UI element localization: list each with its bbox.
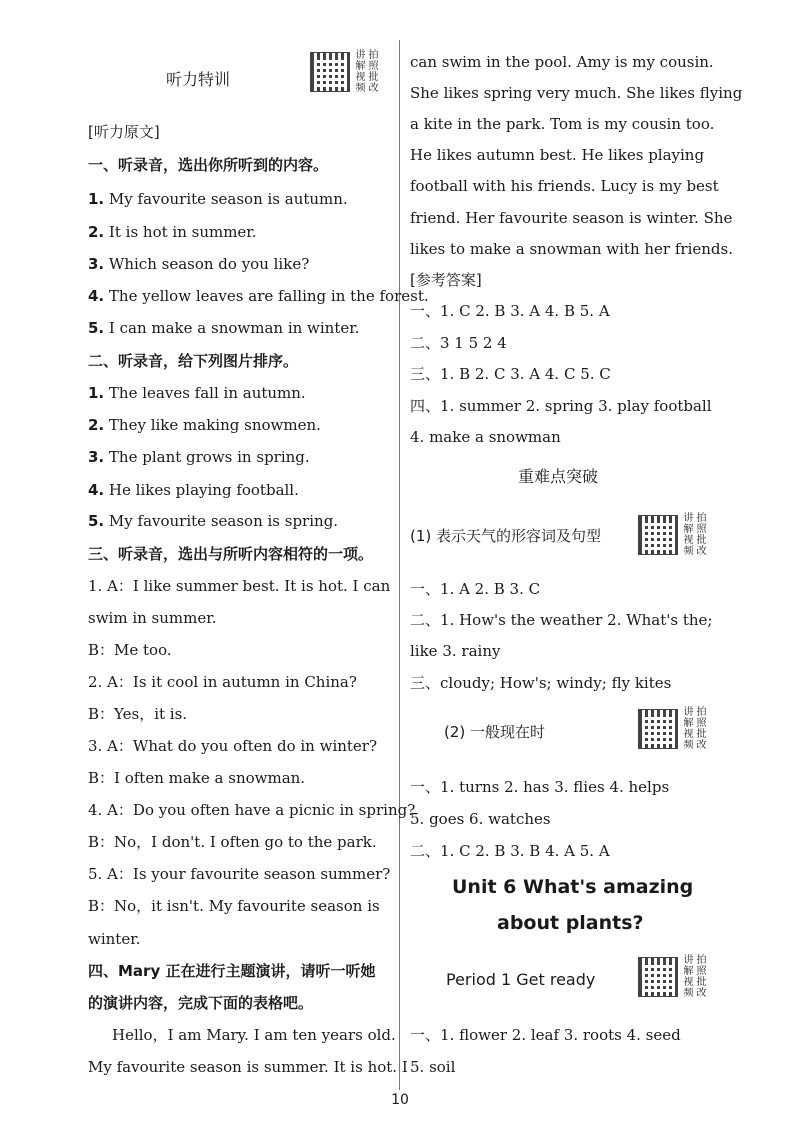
dialog-line: B：No，I don't. I often go to the park. [88,833,377,851]
dialog-line: 3. A：What do you often do in winter? [88,737,378,755]
qr-code-block[interactable] [638,955,708,999]
s3-heading: 三、听录音，选出与所听内容相符的一项。 [88,545,374,563]
key-points-title: 重难点突破 [518,467,599,486]
qr-code-block[interactable] [638,707,708,751]
original-text-label: [听力原文] [88,123,160,141]
speech-line: Hello，I am Mary. I am ten years old. [112,1026,396,1044]
period-title: Period 1 Get ready [446,970,596,989]
s2-heading: 二、听录音，给下列图片排序。 [88,352,299,370]
answer-line: 一、1. flower 2. leaf 3. roots 4. seed [410,1026,681,1044]
speech-line: a kite in the park. Tom is my cousin too. [410,115,715,133]
qr-labels: 讲 拍 解 照 视 批 频 改 [683,707,707,751]
qr-labels: 讲 拍 解 照 视 批 频 改 [355,50,379,94]
answer-line: 5. goes 6. watches [410,810,551,828]
s4-heading-2: 的演讲内容，完成下面的表格吧。 [88,994,314,1012]
qr-code-icon[interactable] [638,515,678,555]
unit-title-line1: Unit 6 What's amazing [452,876,694,898]
dialog-line: 1. A：I like summer best. It is hot. I can [88,577,391,595]
list-item: 4. He likes playing football. [88,481,299,499]
answer-line: 三、cloudy; How's; windy; fly kites [410,674,672,692]
speech-line: likes to make a snowman with her friends. [410,240,733,258]
dialog-line: 4. A：Do you often have a picnic in spring? [88,801,416,819]
answer-line: 二、1. How's the weather 2. What's the; [410,611,713,629]
list-item: 5. My favourite season is spring. [88,512,339,530]
qr-code-block[interactable] [638,513,708,557]
qr-code-icon[interactable] [638,709,678,749]
qr-code-icon[interactable] [310,52,350,92]
speech-line: He likes autumn best. He likes playing [410,146,705,164]
qr-code-block[interactable] [310,50,380,94]
dialog-line: swim in summer. [88,609,217,627]
answer-line: 二、1. C 2. B 3. B 4. A 5. A [410,842,610,860]
qr-labels: 讲 拍 解 照 视 批 频 改 [683,955,707,999]
list-item: 1. The leaves fall in autumn. [88,384,306,402]
s4-heading-1: 四、Mary 正在进行主题演讲，请听一听她 [88,962,376,980]
answer-line: 二、3 1 5 2 4 [410,334,507,352]
dialog-line: B：No，it isn't. My favourite season is [88,897,380,915]
qr-labels: 讲 拍 解 照 视 批 频 改 [683,513,707,557]
dialog-line: B：Yes，it is. [88,705,188,723]
answer-line: 5. soil [410,1058,456,1076]
list-item: 2. They like making snowmen. [88,416,321,434]
answer-line: like 3. rainy [410,642,501,660]
list-item: 3. Which season do you like? [88,255,310,273]
answer-line: 一、1. A 2. B 3. C [410,580,541,598]
kp2-title: (2) 一般现在时 [444,723,546,741]
list-item: 4. The yellow leaves are falling in the forest. [88,287,429,305]
list-item: 1. My favourite season is autumn. [88,190,348,208]
dialog-line: 2. A：Is it cool in autumn in China? [88,673,357,691]
qr-code-icon[interactable] [638,957,678,997]
dialog-line: B：Me too. [88,641,172,659]
speech-line: She likes spring very much. She likes flying [410,84,743,102]
dialog-line: 5. A：Is your favourite season summer? [88,865,391,883]
answer-line: 三、1. B 2. C 3. A 4. C 5. C [410,365,611,383]
answer-line: 四、1. summer 2. spring 3. play football [410,397,712,415]
answer-line: 4. make a snowman [410,428,561,446]
list-item: 3. The plant grows in spring. [88,448,310,466]
s1-heading: 一、听录音，选出你所听到的内容。 [88,156,329,174]
dialog-line: B：I often make a snowman. [88,769,306,787]
speech-line: can swim in the pool. Amy is my cousin. [410,53,714,71]
column-divider [399,40,400,1090]
unit-title-line2: about plants? [497,912,644,934]
dialog-line: winter. [88,930,141,948]
section-title: 听力特训 [166,70,231,89]
speech-line: My favourite season is summer. It is hot. I [88,1058,408,1076]
kp1-title: (1) 表示天气的形容词及句型 [410,527,602,545]
answer-line: 一、1. C 2. B 3. A 4. B 5. A [410,302,610,320]
speech-line: football with his friends. Lucy is my best [410,177,719,195]
page-number: 10 [391,1092,409,1108]
speech-line: friend. Her favourite season is winter. She [410,209,733,227]
answer-line: 一、1. turns 2. has 3. flies 4. helps [410,778,670,796]
answer-label: [参考答案] [410,271,482,289]
list-item: 5. I can make a snowman in winter. [88,319,360,337]
list-item: 2. It is hot in summer. [88,223,257,241]
